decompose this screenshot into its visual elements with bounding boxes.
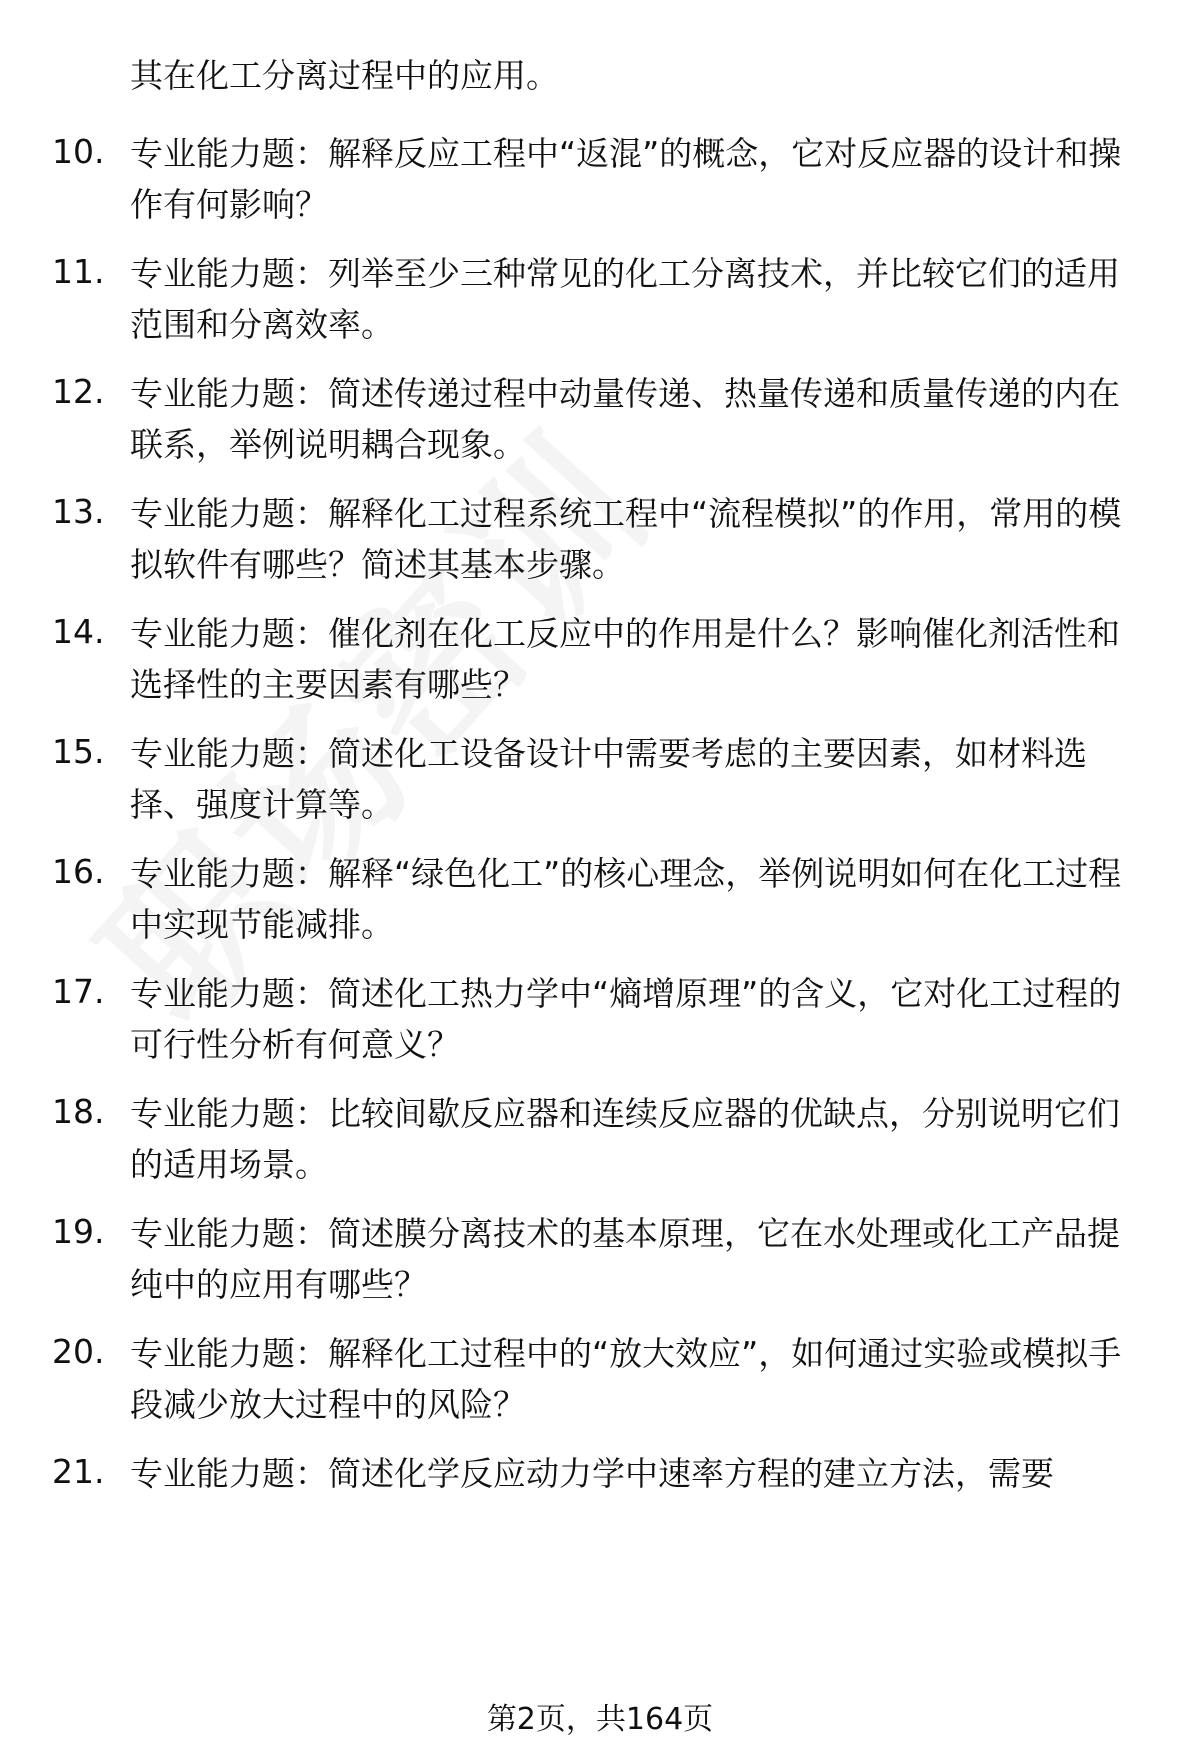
question-item-14 (0, 608, 1200, 718)
question-number: 12. (52, 372, 105, 411)
question-number: 14. (52, 612, 105, 651)
watermark-text (39, 377, 692, 1064)
question-text: 专业能力题：解释“绿色化工”的核心理念，举例说明如何在化工过程中实现节能减排。 (130, 854, 1122, 944)
question-number: 19. (52, 1212, 105, 1251)
question-text: 专业能力题：比较间歇反应器和连续反应器的优缺点，分别说明它们的适用场景。 (130, 1094, 1120, 1184)
question-text: 专业能力题：简述传递过程中动量传递、热量传递和质量传递的内在联系，举例说明耦合现象。 (130, 374, 1120, 464)
question-text: 专业能力题：解释反应工程中“返混”的概念，它对反应器的设计和操作有何影响？ (130, 134, 1122, 224)
question-number: 15. (52, 732, 105, 771)
question-number: 21. (52, 1452, 105, 1491)
question-text: 专业能力题：解释化工过程中的“放大效应”，如何通过实验或模拟手段减少放大过程中的风险？ (130, 1334, 1122, 1424)
question-text: 专业能力题：简述膜分离技术的基本原理，它在水处理或化工产品提纯中的应用有哪些？ (130, 1214, 1120, 1304)
question-text: 专业能力题：解释化工过程系统工程中“流程模拟”的作用，常用的模拟软件有哪些？简述其基本步骤。 (130, 494, 1122, 584)
question-text: 专业能力题：列举至少三种常见的化工分离技术，并比较它们的适用范围和分离效率。 (130, 254, 1120, 344)
question-number: 20. (52, 1332, 105, 1371)
question-text: 专业能力题：简述化工设备设计中需要考虑的主要因素，如材料选择、强度计算等。 (130, 734, 1087, 824)
question-text: 专业能力题：催化剂在化工反应中的作用是什么？影响催化剂活性和选择性的主要因素有哪些？ (130, 614, 1120, 704)
question-text: 专业能力题：简述化学反应动力学中速率方程的建立方法，需要 (130, 1454, 1054, 1493)
question-item-12 (0, 368, 1200, 478)
page-number-footer: 第2页，共164页 (486, 1702, 714, 1737)
question-item-13 (0, 488, 1200, 598)
question-number: 17. (52, 972, 105, 1011)
question-number: 18. (52, 1092, 105, 1131)
continuation-text: 其在化工分离过程中的应用。 (130, 56, 559, 95)
question-item-20 (0, 1328, 1200, 1438)
question-item-16 (0, 848, 1200, 958)
question-item-21 (0, 1448, 1200, 1508)
question-text: 专业能力题：简述化工热力学中“熵增原理”的含义，它对化工过程的可行性分析有何意义？ (130, 974, 1122, 1064)
question-number: 16. (52, 852, 105, 891)
question-item-18 (0, 1088, 1200, 1198)
question-item-10 (0, 128, 1200, 238)
question-number: 10. (52, 132, 105, 171)
question-number: 13. (52, 492, 105, 531)
question-item-19 (0, 1208, 1200, 1318)
question-item-15 (0, 728, 1200, 838)
question-number: 11. (52, 252, 105, 291)
question-item-11 (0, 248, 1200, 358)
question-item-17 (0, 968, 1200, 1078)
